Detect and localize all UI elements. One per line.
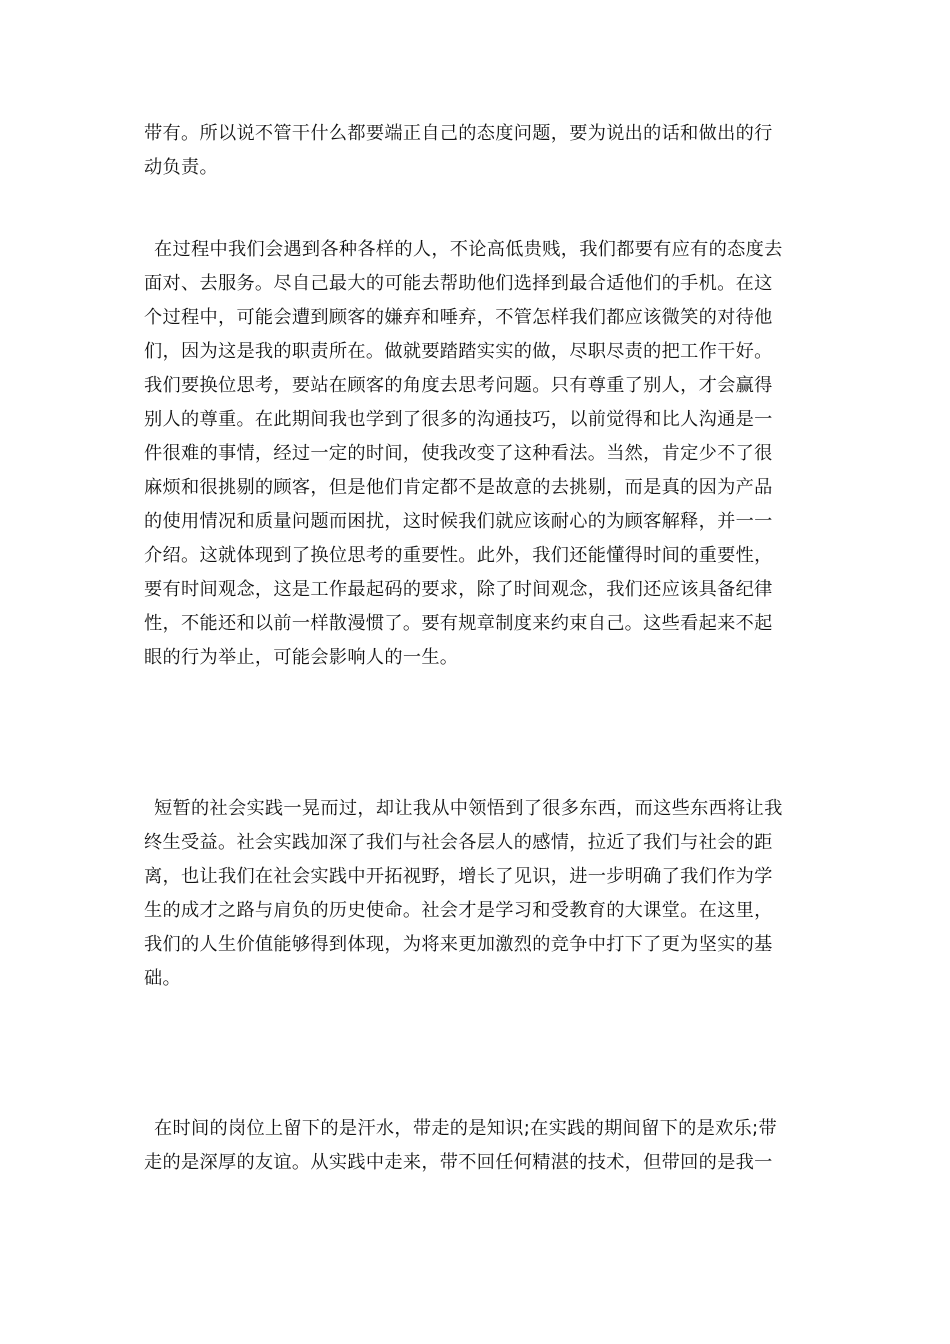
paragraph-line: 走的是深厚的友谊。从实践中走来，带不回任何精湛的技术，但带回的是我一 xyxy=(144,1152,773,1173)
paragraph-line: 介绍。这就体现到了换位思考的重要性。此外，我们还能懂得时间的重要性， xyxy=(144,545,773,566)
paragraph-line: 性，不能还和以前一样散漫惯了。要有规章制度来约束自己。这些看起来不起 xyxy=(144,613,773,634)
paragraph-line: 动负责。 xyxy=(144,157,218,178)
paragraph-line: 在过程中我们会遇到各种各样的人，不论高低贵贱，我们都要有应有的态度去 xyxy=(154,239,783,260)
paragraph-line: 要有时间观念，这是工作最起码的要求，除了时间观念，我们还应该具备纪律 xyxy=(144,579,773,600)
paragraph-line: 的使用情况和质量问题而困扰，这时候我们就应该耐心的为顾客解释，并一一 xyxy=(144,511,773,532)
paragraph-line: 终生受益。社会实践加深了我们与社会各层人的感情，拉近了我们与社会的距 xyxy=(144,832,773,853)
paragraph-line: 件很难的事情，经过一定的时间，使我改变了这种看法。当然，肯定少不了很 xyxy=(144,443,773,464)
paragraph-2 xyxy=(144,233,814,675)
paragraph-line: 带有。所以说不管干什么都要端正自己的态度问题，要为说出的话和做出的行 xyxy=(144,123,773,144)
paragraph-line: 麻烦和很挑剔的顾客，但是他们肯定都不是故意的去挑剔，而是真的因为产品 xyxy=(144,477,773,498)
paragraph-line: 短暂的社会实践一晃而过，却让我从中领悟到了很多东西，而这些东西将让我 xyxy=(154,798,783,819)
paragraph-line: 生的成才之路与肩负的历史使命。社会才是学习和受教育的大课堂。在这里， xyxy=(144,900,773,921)
paragraph-line: 个过程中，可能会遭到顾客的嫌弃和唾弃，不管怎样我们都应该微笑的对待他 xyxy=(144,307,773,328)
paragraph-3 xyxy=(144,792,814,996)
paragraph-line: 们，因为这是我的职责所在。做就要踏踏实实的做，尽职尽责的把工作干好。 xyxy=(144,341,773,362)
paragraph-line: 础。 xyxy=(144,968,181,989)
paragraph-line: 我们的人生价值能够得到体现，为将来更加激烈的竞争中打下了更为坚实的基 xyxy=(144,934,773,955)
paragraph-4 xyxy=(144,1112,814,1180)
paragraph-line: 离，也让我们在社会实践中开拓视野，增长了见识，进一步明确了我们作为学 xyxy=(144,866,773,887)
paragraph-line: 别人的尊重。在此期间我也学到了很多的沟通技巧，以前觉得和比人沟通是一 xyxy=(144,409,773,430)
paragraph-line: 我们要换位思考，要站在顾客的角度去思考问题。只有尊重了别人，才会赢得 xyxy=(144,375,773,396)
paragraph-line: 眼的行为举止，可能会影响人的一生。 xyxy=(144,647,459,668)
paragraph-line: 面对、去服务。尽自己最大的可能去帮助他们选择到最合适他们的手机。在这 xyxy=(144,273,773,294)
paragraph-line: 在时间的岗位上留下的是汗水，带走的是知识;在实践的期间留下的是欢乐;带 xyxy=(154,1118,777,1139)
paragraph-1 xyxy=(144,117,814,185)
